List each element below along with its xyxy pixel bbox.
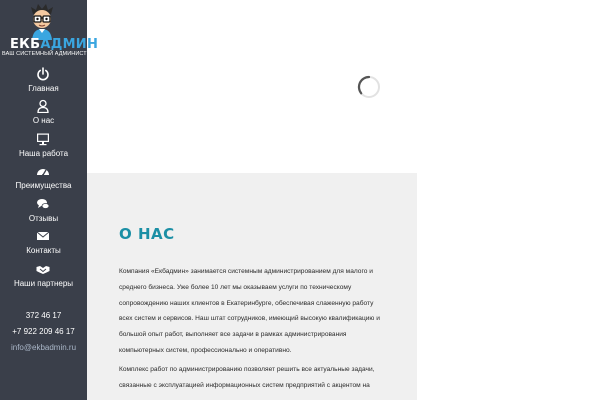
monitor-icon — [36, 132, 50, 146]
nav-item-contacts[interactable] — [0, 229, 87, 259]
nav-item-label: Преимущества — [15, 181, 72, 190]
nav-item-label: О нас — [32, 116, 55, 125]
handshake-icon — [36, 262, 50, 276]
nav-item-advantages[interactable] — [0, 164, 87, 194]
nav-item-our-work[interactable] — [0, 132, 87, 162]
nav-item-home[interactable] — [0, 67, 87, 97]
text-line: компьютерных систем, профессионально и оперативно. — [119, 346, 292, 354]
text-line: сопровождению наших клиентов в Екатеринбурге, обеспечивая слаженную работу — [119, 299, 374, 307]
phone-mobile[interactable]: +7 922 209 46 17 — [12, 327, 75, 336]
text-line: среднего бизнеса. Уже более 10 лет мы оказываем услуги по техническому — [119, 283, 352, 291]
text-line: большой опыт работ, выполняет все задачи в рамках администрирования — [119, 331, 347, 339]
nav-item-label: Главная — [28, 84, 59, 93]
nav-item-label: Наша работа — [18, 149, 69, 158]
mail-icon — [36, 229, 50, 243]
speedometer-icon — [36, 164, 50, 178]
mascot-icon — [27, 2, 57, 40]
chat-icon — [36, 197, 50, 211]
nav-item-label: Отзывы — [28, 214, 59, 223]
brand-name: ЕКБАДМИН — [10, 37, 99, 52]
brand-tagline: ВАШ СИСТЕМНЫЙ АДМИНИСТРАТОР — [2, 51, 105, 57]
user-icon — [36, 99, 50, 113]
section-title: О НАС — [119, 225, 175, 243]
power-icon — [36, 67, 50, 81]
sidebar — [0, 0, 105, 400]
nav-item-partners[interactable] — [0, 262, 87, 292]
text-line: Комплекс работ по администрированию позволяет решить все актуальные задачи, — [119, 366, 375, 373]
about-paragraph-1 — [119, 264, 384, 359]
logo[interactable] — [0, 0, 105, 60]
loading-spinner-icon — [357, 75, 381, 99]
phone-primary[interactable]: 372 46 17 — [25, 311, 62, 320]
text-line: связанные с эксплуатацией информационных систем предприятий с акцентом на — [119, 381, 370, 389]
about-paragraph-2 — [119, 362, 384, 394]
about-section — [87, 173, 417, 400]
nav-item-about[interactable] — [0, 99, 87, 129]
email-link[interactable]: info@ekbadmin.ru — [10, 343, 77, 352]
nav-item-reviews[interactable] — [0, 197, 87, 227]
text-line: Компания «Екбадмин» занимается системным администрированием для малого и — [119, 268, 373, 275]
nav-item-label: Наши партнеры — [13, 279, 74, 288]
text-line: всех систем и сервисов. Наш штат сотрудников, имеющий высокую квалификацию и — [119, 315, 380, 323]
nav-item-label: Контакты — [26, 246, 61, 255]
